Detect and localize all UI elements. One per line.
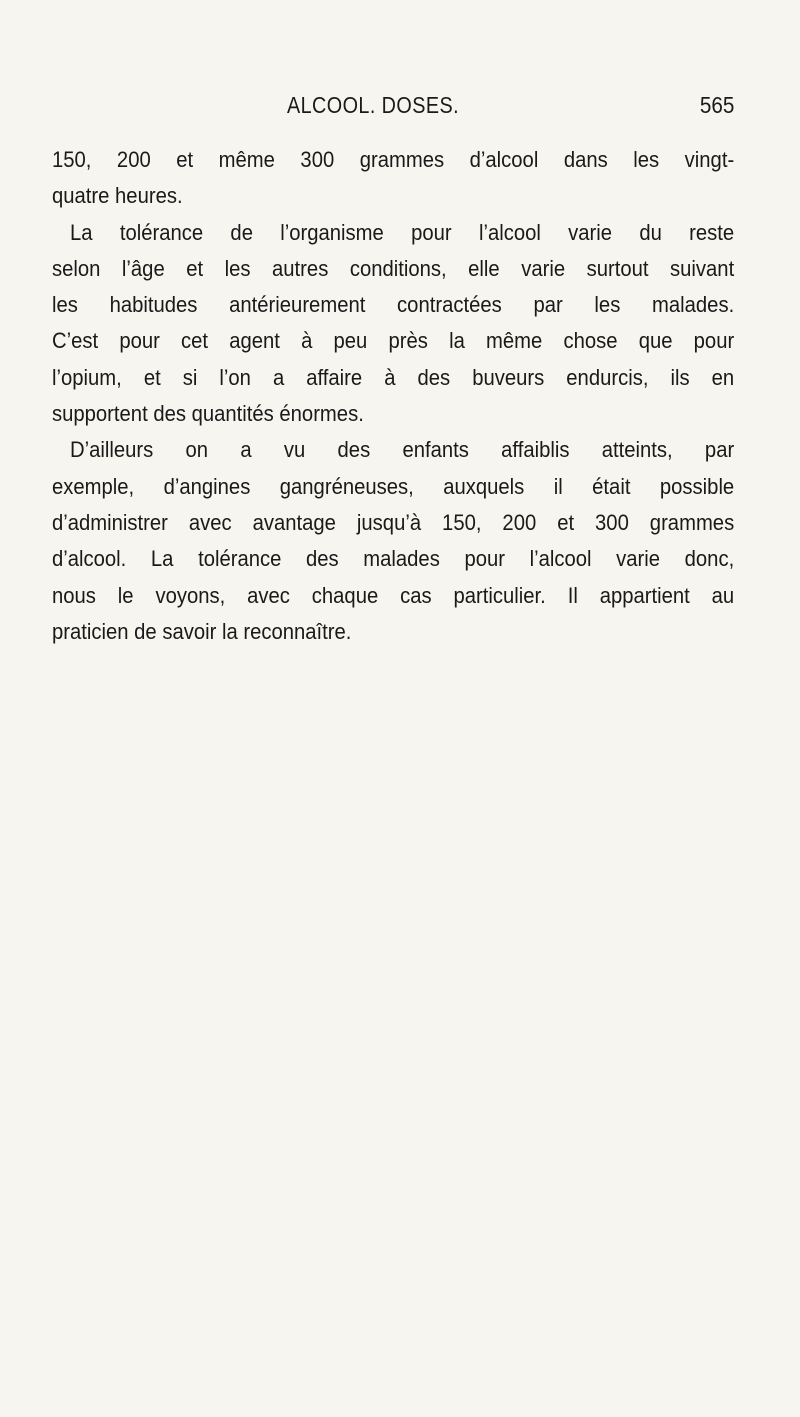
running-head [52,92,734,126]
running-title: ALCOOL. DOSES. [287,92,460,118]
text-line: les habitudes antérieurement contractées par les malades. [52,292,735,318]
text-line: exemple, d’angines gangréneuses, auxquels il était possible [52,473,735,499]
text-line: d’administrer avec avantage jusqu’à 150, 200 et 300 grammes [52,509,735,535]
text-line: La tolérance de l’organisme pour l’alcool varie du reste [70,219,735,245]
text-line: nous le voyons, avec chaque cas particulier. Il appartient au [52,582,735,608]
text-line: praticien de savoir la reconnaître. [52,618,352,644]
text-line: supportent des quantités énormes. [52,401,364,427]
page-number: 565 [699,92,734,118]
text-line: d’alcool. La tolérance des malades pour l’alcool varie donc, [52,546,735,572]
body-text [52,142,734,650]
text-line: D’ailleurs on a vu des enfants affaiblis atteints, par [70,437,735,463]
text-line: 150, 200 et même 300 grammes d’alcool dans les vingt- [52,147,735,172]
text-line: selon l’âge et les autres conditions, elle varie surtout suivant [52,255,735,281]
text-line: C’est pour cet agent à peu près la même chose que pour [52,328,735,354]
text-line: l’opium, et si l’on a affaire à des buveurs endurcis, ils en [52,364,735,390]
text-line: quatre heures. [52,183,183,209]
